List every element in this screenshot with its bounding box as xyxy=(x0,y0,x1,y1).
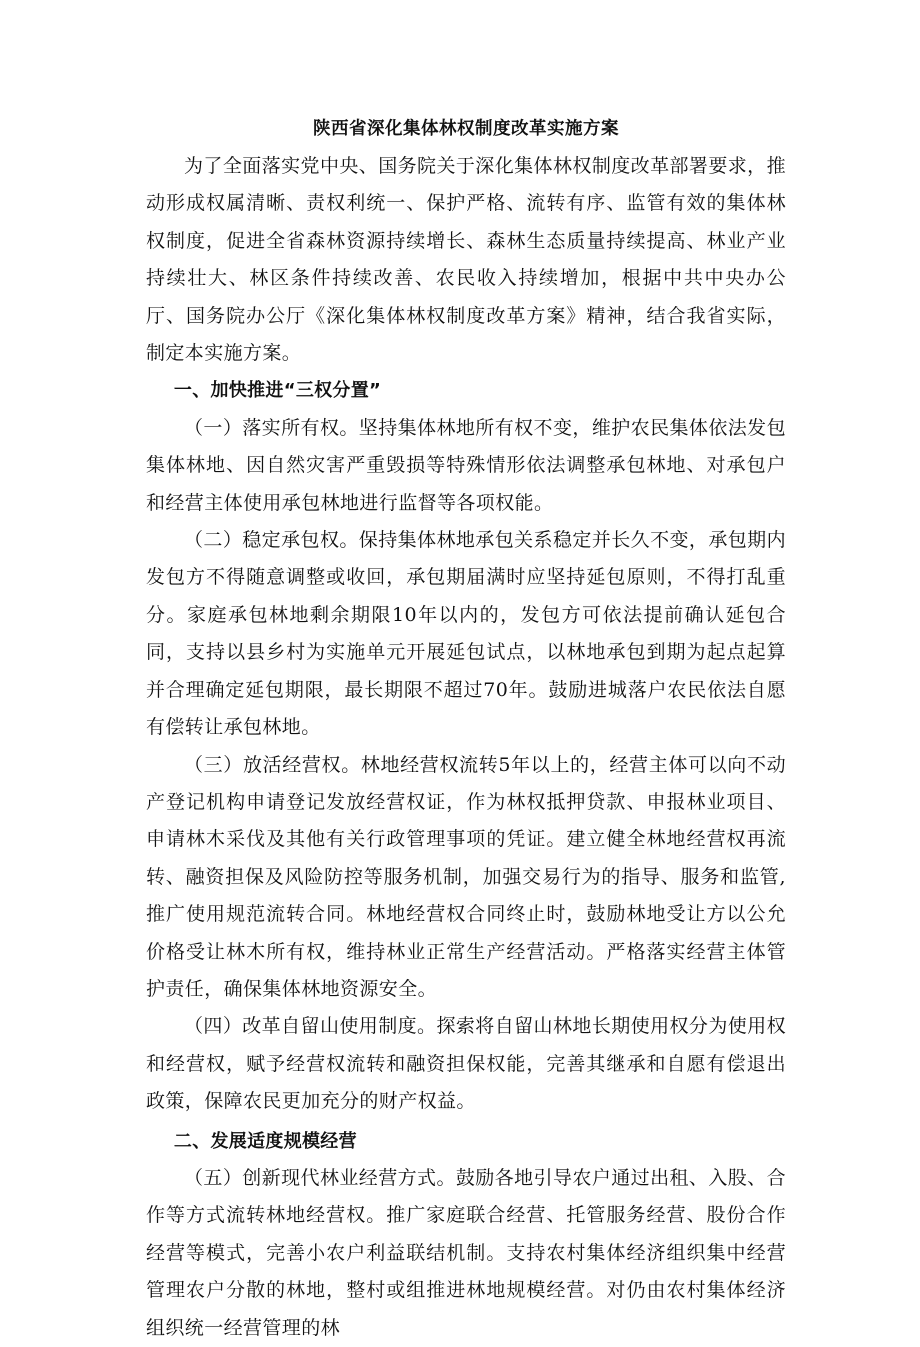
intro-paragraph: 为了全面落实党中央、国务院关于深化集体林权制度改革部署要求，推动形成权属清晰、责权利统一、保护严格、流转有序、监管有效的集体林权制度，促进全省森林资源持续增长、森林生态质量持续提高、林业产业持续壮大、林区条件持续改善、农民收入持续增加，根据中共中央办公厅、国务院办公厅《深化集体林权制度改革方案》精神，结合我省实际，制定本实施方案。 xyxy=(146,155,786,365)
paragraph-1-2: （二）稳定承包权。保持集体林地承包关系稳定并长久不变，承包期内发包方不得随意调整或收回，承包期届满时应坚持延包原则，不得打乱重分。家庭承包林地剩余期限10年以内的，发包方可依法提前确认延包合同，支持以县乡村为实施单元开展延包试点，以林地承包到期为起点起算并合理确定延包期限，最长期限不超过70年。鼓励进城落户农民依法自愿有偿转让承包林地。 xyxy=(146,529,786,739)
paragraph-1-3: （三）放活经营权。林地经营权流转5年以上的，经营主体可以向不动产登记机构申请登记发放经营权证，作为林权抵押贷款、申报林业项目、申请林木采伐及其他有关行政管理事项的凭证。建立健全林地经营权再流转、融资担保及风险防控等服务机制，加强交易行为的指导、服务和监管,推广使用规范流转合同。林地经营权合同终止时，鼓励林地受让方以公允价格受让林木所有权，维持林业正常生产经营活动。严格落实经营主体管护责任，确保集体林地资源安全。 xyxy=(146,753,786,1000)
section-heading-2: 二、发展适度规模经营 xyxy=(173,1130,357,1152)
paragraph-1-1: （一）落实所有权。坚持集体林地所有权不变，维护农民集体依法发包集体林地、因自然灾害严重毁损等特殊情形依法调整承包林地、对承包户和经营主体使用承包林地进行监督等各项权能。 xyxy=(146,416,786,514)
paragraph-1-4: （四）改革自留山使用制度。探索将自留山林地长期使用权分为使用权和经营权，赋予经营权流转和融资担保权能，完善其继承和自愿有偿退出政策，保障农民更加充分的财产权益。 xyxy=(146,1015,786,1113)
paragraph-2-1: （五）创新现代林业经营方式。鼓励各地引导农户通过出租、入股、合作等方式流转林地经营权。推广家庭联合经营、托管服务经营、股份合作经营等模式，完善小农户利益联结机制。支持农村集体经济组织集中经营管理农户分散的林地，整村或组推进林地规模经营。对仍由农村集体经济组织统一经营管理的林 xyxy=(146,1166,786,1339)
document-title: 陕西省深化集体林权制度改革实施方案 xyxy=(313,119,619,139)
document-page xyxy=(146,112,786,1347)
section-heading-1: 一、加快推进“三权分置” xyxy=(173,380,382,402)
